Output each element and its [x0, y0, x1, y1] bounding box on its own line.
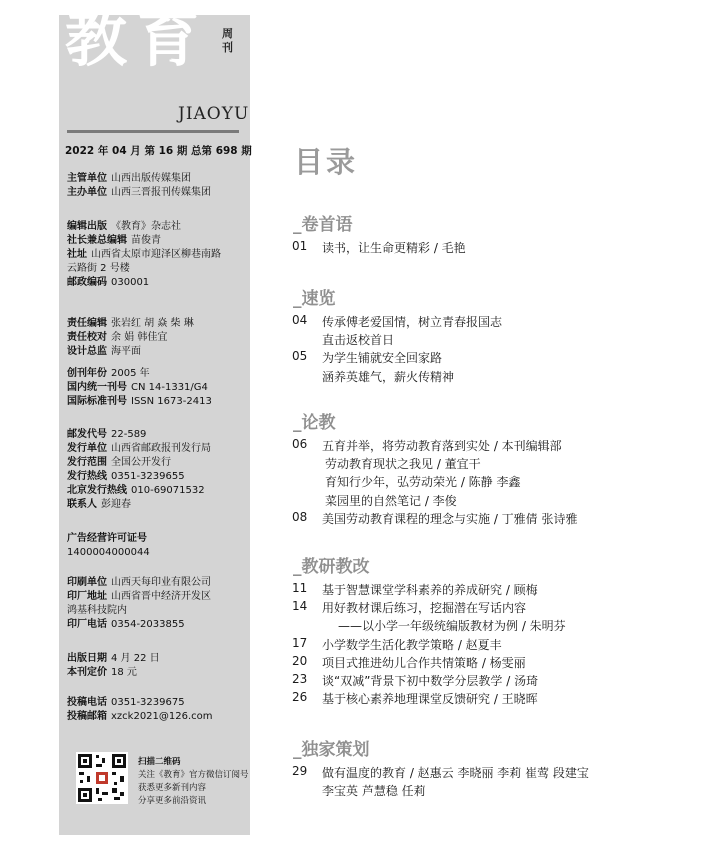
info-value: 010-69071532	[131, 485, 205, 496]
info-row	[67, 381, 212, 395]
info-label: 印厂电话	[67, 619, 107, 630]
info-value: 云路街 2 号楼	[67, 263, 130, 274]
info-value: 彭迎春	[101, 499, 131, 510]
info-label: 联系人	[67, 499, 97, 510]
info-value: 山西天每印业有限公司	[111, 577, 211, 588]
info-label: 责任校对	[67, 332, 107, 343]
toc-entry[interactable]: 五育并举，将劳动教育落到实处 / 本刊编辑部	[322, 439, 562, 453]
section-underscore: _	[293, 215, 302, 235]
info-label: 广告经营许可证号	[67, 533, 147, 544]
info-value: 《教育》杂志社	[111, 221, 181, 232]
info-label: 印刷单位	[67, 577, 107, 588]
info-group	[67, 367, 212, 409]
toc-entry[interactable]: 谈“双减”背景下初中数学分层教学 / 汤琦	[322, 674, 539, 688]
info-label: 发行范围	[67, 457, 107, 468]
page-number: 06	[292, 437, 308, 451]
toc-entry[interactable]: 读书，让生命更精彩 / 毛艳	[322, 241, 466, 255]
info-row	[67, 395, 212, 409]
info-row	[67, 456, 211, 470]
qr-caption-line: 分享更多前沿资讯	[138, 796, 207, 806]
info-value: 山西省太原市迎泽区柳巷南路	[91, 249, 221, 260]
info-value: 山西省晋中经济开发区	[111, 591, 211, 602]
info-row	[67, 618, 211, 632]
info-value: 0354-2033855	[111, 619, 185, 630]
page-number: 11	[292, 581, 308, 595]
masthead-rule	[67, 130, 239, 133]
info-label: 本刊定价	[67, 667, 107, 678]
toc-title: 目录	[294, 145, 359, 179]
masthead-subtitle: 周刊	[222, 27, 233, 54]
toc-entry[interactable]: 项目式推进幼儿合作共情策略 / 杨雯丽	[322, 655, 526, 670]
info-label: 社址	[67, 249, 87, 260]
toc-entry[interactable]: 用好教材课后练习，挖掘潜在写话内容	[322, 601, 527, 616]
info-row	[67, 276, 221, 290]
section-heading	[293, 552, 370, 577]
info-label: 发行单位	[67, 443, 107, 454]
info-row	[67, 604, 211, 618]
info-group	[67, 317, 194, 359]
qr-caption-line: 扫描二维码	[138, 757, 181, 767]
info-value: 4 月 22 日	[111, 653, 160, 664]
info-row	[67, 234, 221, 248]
info-row	[67, 172, 211, 186]
info-label: 投稿电话	[67, 697, 107, 708]
qr-code-icon[interactable]	[76, 752, 128, 804]
info-value: 鸿基科技院内	[67, 605, 127, 616]
toc-entry[interactable]: 为学生铺就安全回家路	[322, 351, 443, 366]
info-value: 张岩红 胡 焱 柴 琳	[111, 318, 194, 329]
info-row	[67, 666, 160, 680]
section-heading	[293, 408, 336, 433]
qr-caption-line: 关注《教育》官方微信订阅号	[138, 770, 249, 780]
info-row	[67, 470, 211, 484]
toc-entry[interactable]: 小学数学生活化教学策略 / 赵夏丰	[322, 637, 502, 652]
info-label: 创刊年份	[67, 368, 107, 379]
info-row	[67, 576, 211, 590]
info-row	[67, 220, 221, 234]
page-number: 29	[292, 764, 308, 778]
page-number: 01	[292, 239, 308, 253]
info-label: 印厂地址	[67, 591, 107, 602]
info-row	[67, 532, 151, 546]
section-underscore: _	[293, 289, 302, 309]
info-row	[67, 428, 211, 442]
toc-entry[interactable]: 做有温度的教育 / 赵惠云 李晓丽 李莉 崔莺 段建宝	[322, 766, 589, 780]
info-value: ISSN 1673-2413	[131, 396, 212, 407]
info-row	[67, 317, 194, 331]
info-row	[67, 262, 221, 276]
info-row	[67, 484, 211, 498]
info-row	[67, 696, 213, 710]
info-row	[67, 331, 194, 345]
info-group	[67, 576, 211, 632]
toc-entry[interactable]: 基于智慧课堂学科素养的养成研究 / 顾梅	[322, 583, 538, 597]
info-row	[67, 248, 221, 262]
page-number: 26	[292, 690, 308, 705]
section-underscore: _	[293, 740, 302, 760]
info-label: 主办单位	[67, 187, 107, 198]
section-name: 卷首语	[301, 215, 353, 235]
info-value: 2005 年	[111, 368, 150, 379]
toc-entry[interactable]: 传承傅老爱国情，树立青春报国志	[322, 315, 503, 329]
info-label: 北京发行热线	[67, 485, 127, 496]
info-label: 设计总监	[67, 346, 107, 357]
page-number: 05	[292, 349, 308, 364]
info-label: 国内统一刊号	[67, 382, 127, 393]
info-label: 出版日期	[67, 653, 107, 664]
info-label: 投稿邮箱	[67, 711, 107, 722]
info-label: 编辑出版	[67, 221, 107, 232]
info-row	[67, 652, 160, 666]
page-number: 08	[292, 509, 308, 524]
info-value: 22-589	[111, 429, 147, 440]
info-value: 030001	[111, 277, 150, 288]
section-name: 教研教改	[301, 557, 370, 577]
toc-entry[interactable]: 育知行少年，弘劳动荣光 / 陈静 李鑫	[325, 475, 521, 490]
info-group	[67, 532, 151, 560]
info-label: 国际标准刊号	[67, 396, 127, 407]
section-name: 速览	[301, 289, 336, 309]
masthead-pinyin: JIAOYU	[178, 104, 250, 124]
toc-entry[interactable]: ——以小学一年级统编版教材为例 / 朱明芬	[338, 619, 566, 634]
info-value: 山西出版传媒集团	[111, 173, 191, 184]
info-label: 社长兼总编辑	[67, 235, 127, 246]
page-number: 14	[292, 599, 308, 614]
section-name: 独家策划	[301, 740, 370, 760]
info-row	[67, 345, 194, 359]
info-row	[67, 442, 211, 456]
info-row	[67, 590, 211, 604]
info-value: CN 14-1331/G4	[131, 382, 208, 393]
info-label: 发行热线	[67, 471, 107, 482]
info-row	[67, 498, 211, 512]
info-value: 0351-3239675	[111, 697, 185, 708]
info-row	[67, 546, 151, 560]
info-label: 邮发代号	[67, 429, 107, 440]
info-value: 山西省邮政报刊发行局	[111, 443, 211, 454]
section-heading	[293, 210, 353, 235]
page-number: 17	[292, 635, 308, 650]
section-underscore: _	[293, 413, 302, 433]
info-value: 0351-3239655	[111, 471, 185, 482]
page-number: 20	[292, 653, 308, 668]
info-value: 苗俊青	[131, 235, 161, 246]
info-row	[67, 186, 211, 200]
section-heading	[293, 735, 370, 760]
info-value: xzck2021@126.com	[111, 711, 213, 722]
info-group	[67, 696, 213, 724]
info-value: 山西三晋报刊传媒集团	[111, 187, 211, 198]
page-number: 04	[292, 313, 308, 327]
info-label: 责任编辑	[67, 318, 107, 329]
info-value: 1400004000044	[67, 547, 150, 558]
section-name: 论教	[301, 413, 336, 433]
info-value: 全国公开发行	[111, 457, 171, 468]
section-underscore: _	[293, 557, 302, 577]
info-value: 余 娟 韩佳宜	[111, 332, 168, 343]
toc-entry[interactable]: 李宝英 芦慧稳 任莉	[322, 784, 426, 799]
info-row	[67, 710, 213, 724]
info-label: 主管单位	[67, 173, 107, 184]
page-number: 23	[292, 672, 308, 686]
info-label: 邮政编码	[67, 277, 107, 288]
toc-entry[interactable]: 基于核心素养地理课堂反馈研究 / 王晓晖	[322, 692, 538, 707]
info-group	[67, 172, 211, 200]
info-group	[67, 220, 221, 290]
info-group	[67, 428, 211, 512]
toc-entry[interactable]: 涵养英雄气，薪火传精神	[322, 369, 455, 384]
info-group	[67, 652, 160, 680]
info-row	[67, 367, 212, 381]
toc-entry[interactable]: 直击返校首日	[322, 333, 395, 348]
info-value: 18 元	[111, 667, 137, 678]
qr-caption-line: 获悉更多新刊内容	[138, 783, 207, 793]
toc-entry[interactable]: 菜园里的自然笔记 / 李俊	[325, 493, 457, 508]
issue-line: 2022 年 04 月 第 16 期 总第 698 期	[65, 145, 252, 157]
section-heading	[293, 284, 336, 309]
masthead-title: 教育	[65, 2, 210, 75]
info-value: 海平面	[111, 346, 141, 357]
qr-caption	[138, 756, 249, 808]
toc-entry[interactable]: 劳动教育现状之我见 / 董宜干	[325, 457, 481, 472]
toc-entry[interactable]: 美国劳动教育课程的理念与实施 / 丁雅倩 张诗雅	[322, 511, 578, 526]
